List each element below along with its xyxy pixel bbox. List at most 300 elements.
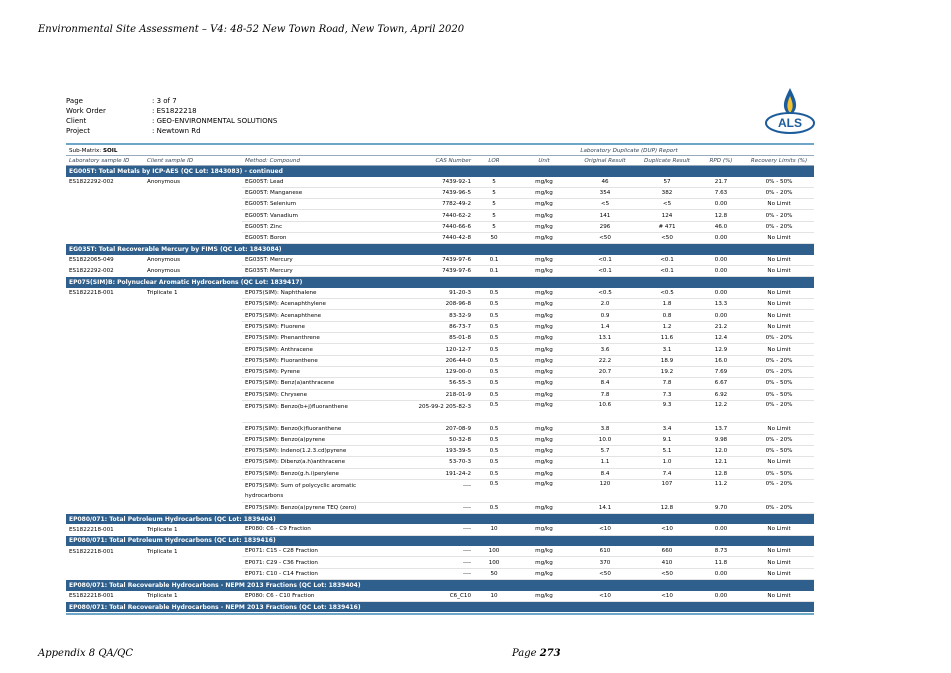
cell-unit: mg/kg — [514, 333, 574, 344]
cell-original-result: 10.0 — [574, 434, 636, 445]
cell-unit: mg/kg — [514, 423, 574, 434]
cell-unit: mg/kg — [514, 321, 574, 332]
cell-client-sample-id: Anonymous — [147, 178, 180, 185]
section-title: EP080/071: Total Recoverable Hydrocarbons - NEPM 2013 Fractions (QC Lot: 1839404) — [66, 580, 814, 591]
report-meta — [66, 96, 277, 136]
cell-recovery-limits: 0% - 20% — [744, 366, 814, 377]
cell-compound: EP075(SIM): Benzo(a)pyrene TEQ (zero) — [242, 502, 372, 513]
section-header — [66, 166, 814, 177]
duplicate-report-table — [66, 146, 814, 612]
cell-recovery-limits: No Limit — [744, 310, 814, 321]
cell-lab-sample-id — [66, 199, 144, 210]
cell-lor: 0.5 — [474, 389, 514, 400]
cell-original-result: 2.0 — [574, 299, 636, 310]
spacer — [372, 146, 514, 156]
cell-original-result: 354 — [574, 187, 636, 198]
cell-lor: 100 — [474, 557, 514, 568]
meta-row — [66, 116, 277, 126]
table-row — [66, 299, 814, 310]
cell-rpd: 0.00 — [698, 310, 744, 321]
table-row — [66, 591, 814, 602]
cell-lab-sample-id — [66, 468, 144, 479]
cell-duplicate-result: 382 — [636, 187, 698, 198]
cell-compound: EP075(SIM): Anthracene — [242, 344, 372, 355]
cell-duplicate-result: 124 — [636, 210, 698, 221]
cell-lab-sample-id — [66, 446, 144, 457]
table-row — [66, 479, 814, 502]
cell-client-sample-id — [144, 221, 242, 232]
cell-duplicate-result: 57 — [636, 177, 698, 188]
cell-client-sample-id — [144, 355, 242, 366]
cell-lab-sample-id — [66, 344, 144, 355]
cell-rpd: 12.9 — [698, 344, 744, 355]
cell-original-result: <50 — [574, 232, 636, 243]
cell-duplicate-result: 9.1 — [636, 434, 698, 445]
cell-cas-number: ---- — [372, 502, 474, 513]
cell-lor: 5 — [474, 187, 514, 198]
section-title: EP080/071: Total Petroleum Hydrocarbons (QC Lot: 1839404) — [66, 513, 814, 524]
cell-compound: EG005T: Lead — [242, 177, 372, 188]
meta-label: Project — [66, 127, 90, 135]
cell-rpd: 8.73 — [698, 546, 744, 557]
cell-cas-number: 7439-97-6 — [372, 266, 474, 277]
table-row — [66, 389, 814, 400]
spacer — [744, 146, 814, 156]
cell-original-result: <10 — [574, 591, 636, 602]
cell-cas-number: 206-44-0 — [372, 355, 474, 366]
column-header-compound: Method: Compound — [242, 156, 372, 166]
column-header-rpd: RPD (%) — [698, 156, 744, 166]
cell-client-sample-id — [144, 321, 242, 332]
section-title: EP075(SIM)B: Polynuclear Aromatic Hydrocarbons (QC Lot: 1839417) — [66, 277, 814, 288]
cell-compound: EP075(SIM): Fluorene — [242, 321, 372, 332]
cell-compound: EP075(SIM): Dibenz(a.h)anthracene — [242, 457, 372, 468]
meta-label: Page — [66, 97, 83, 105]
cell-rpd: 0.00 — [698, 199, 744, 210]
cell-lor: 0.5 — [474, 446, 514, 457]
cell-cas-number: 120-12-7 — [372, 344, 474, 355]
cell-rpd: 9.70 — [698, 502, 744, 513]
cell-rpd: 11.8 — [698, 557, 744, 568]
table-row — [66, 187, 814, 198]
cell-cas-number: 129-00-0 — [372, 366, 474, 377]
cell-compound: EP075(SIM): Benz(a)anthracene — [242, 378, 372, 389]
cell-unit: mg/kg — [514, 344, 574, 355]
cell-rpd: 7.69 — [698, 366, 744, 377]
table-row — [66, 321, 814, 332]
cell-lab-sample-id — [66, 187, 144, 198]
cell-lor: 0.5 — [474, 299, 514, 310]
cell-recovery-limits: No Limit — [744, 299, 814, 310]
sub-matrix-label: Sub-Matrix: — [69, 147, 103, 154]
cell-rpd: 12.4 — [698, 333, 744, 344]
cell-compound: EP075(SIM): Fluoranthene — [242, 355, 372, 366]
cell-original-result: 8.4 — [574, 468, 636, 479]
cell-compound: EP075(SIM): Pyrene — [242, 366, 372, 377]
meta-value: : Newtown Rd — [152, 127, 201, 135]
cell-compound: EG035T: Mercury — [242, 255, 372, 266]
cell-lab-sample-id: ES1822065-049 — [69, 257, 114, 264]
cell-client-sample-id — [144, 344, 242, 355]
cell-unit: mg/kg — [514, 310, 574, 321]
cell-duplicate-result: 1.0 — [636, 457, 698, 468]
meta-row — [66, 106, 277, 116]
cell-lab-sample-id — [66, 389, 144, 400]
cell-lor: 5 — [474, 177, 514, 188]
cell-duplicate-result: 660 — [636, 546, 698, 557]
cell-lab-sample-id: ES1822292-002 — [69, 178, 114, 185]
cell-duplicate-result: <0.1 — [636, 266, 698, 277]
cell-compound: EP075(SIM): Benzo(g.h.i)perylene — [242, 468, 372, 479]
cell-lab-sample-id — [66, 434, 144, 445]
cell-client-sample-id — [144, 310, 242, 321]
section-header — [66, 513, 814, 524]
table-row — [66, 344, 814, 355]
cell-rpd: 46.0 — [698, 221, 744, 232]
cell-unit: mg/kg — [514, 546, 574, 557]
cell-compound: EP080: C6 - C9 Fraction — [242, 524, 372, 535]
cell-recovery-limits: No Limit — [744, 255, 814, 266]
cell-original-result: <10 — [574, 524, 636, 535]
cell-compound: EG005T: Vanadium — [242, 210, 372, 221]
cell-original-result: 8.4 — [574, 378, 636, 389]
cell-unit: mg/kg — [514, 378, 574, 389]
cell-lor: 0.5 — [474, 423, 514, 434]
cell-cas-number: ---- — [372, 557, 474, 568]
cell-client-sample-id — [144, 366, 242, 377]
cell-lor: 0.5 — [474, 457, 514, 468]
cell-lor: 10 — [474, 591, 514, 602]
cell-cas-number: 50-32-8 — [372, 434, 474, 445]
cell-lor: 0.5 — [474, 502, 514, 513]
cell-cas-number: C6_C10 — [372, 591, 474, 602]
meta-row — [66, 126, 277, 136]
table-row — [66, 446, 814, 457]
cell-lor: 5 — [474, 210, 514, 221]
cell-recovery-limits: No Limit — [744, 288, 814, 299]
cell-lor: 0.5 — [474, 434, 514, 445]
column-header-duplicate-result: Duplicate Result — [636, 156, 698, 166]
cell-recovery-limits: 0% - 50% — [744, 177, 814, 188]
table-row — [66, 524, 814, 535]
cell-rpd: 12.0 — [698, 446, 744, 457]
cell-recovery-limits: No Limit — [744, 524, 814, 535]
cell-recovery-limits: No Limit — [744, 591, 814, 602]
cell-lor: 100 — [474, 546, 514, 557]
cell-original-result: 14.1 — [574, 502, 636, 513]
cell-unit: mg/kg — [514, 434, 574, 445]
cell-duplicate-result: 12.8 — [636, 502, 698, 513]
cell-rpd: 12.8 — [698, 468, 744, 479]
column-header-lor: LOR — [474, 156, 514, 166]
cell-lor: 0.5 — [474, 378, 514, 389]
cell-recovery-limits: 0% - 50% — [744, 389, 814, 400]
cell-cas-number: 53-70-3 — [372, 457, 474, 468]
cell-recovery-limits: No Limit — [744, 232, 814, 243]
cell-compound: EP075(SIM): Indeno(1.2.3.cd)pyrene — [242, 446, 372, 457]
cell-duplicate-result: 19.2 — [636, 366, 698, 377]
cell-lab-sample-id — [66, 210, 144, 221]
als-logo-flame-icon — [784, 88, 796, 116]
meta-value: : ES1822218 — [152, 107, 197, 115]
cell-lor: 0.5 — [474, 366, 514, 377]
cell-rpd: 16.0 — [698, 355, 744, 366]
meta-value: : GEO-ENVIRONMENTAL SOLUTIONS — [152, 117, 278, 125]
cell-unit: mg/kg — [514, 266, 574, 277]
footer-page-value: 273 — [539, 648, 561, 659]
section-title: EG035T: Total Recoverable Mercury by FIMS (QC Lot: 1843084) — [66, 244, 814, 255]
cell-original-result: 3.6 — [574, 344, 636, 355]
section-title: EP080/071: Total Recoverable Hydrocarbons - NEPM 2013 Fractions (QC Lot: 1839416) — [66, 601, 814, 612]
bottom-divider — [66, 613, 814, 615]
cell-original-result: <0.5 — [574, 288, 636, 299]
cell-original-result: 1.4 — [574, 321, 636, 332]
report-title: Laboratory Duplicate (DUP) Report — [514, 146, 744, 156]
cell-client-sample-id — [144, 210, 242, 221]
cell-unit: mg/kg — [514, 221, 574, 232]
cell-cas-number: 208-96-8 — [372, 299, 474, 310]
column-header-row — [66, 156, 814, 166]
cell-rpd: 6.67 — [698, 378, 744, 389]
cell-compound: EP075(SIM): Benzo(k)fluoranthene — [242, 423, 372, 434]
cell-lab-sample-id — [66, 378, 144, 389]
cell-client-sample-id — [144, 187, 242, 198]
cell-recovery-limits: 0% - 50% — [744, 378, 814, 389]
cell-duplicate-result: <50 — [636, 232, 698, 243]
cell-rpd: 0.00 — [698, 266, 744, 277]
cell-unit: mg/kg — [514, 457, 574, 468]
cell-unit: mg/kg — [514, 210, 574, 221]
meta-label: Client — [66, 117, 87, 125]
cell-rpd: 7.63 — [698, 187, 744, 198]
cell-unit: mg/kg — [514, 389, 574, 400]
cell-recovery-limits: 0% - 20% — [744, 400, 814, 423]
cell-unit: mg/kg — [514, 187, 574, 198]
cell-lab-sample-id — [66, 310, 144, 321]
column-header-original-result: Original Result — [574, 156, 636, 166]
cell-cas-number: 83-32-9 — [372, 310, 474, 321]
cell-duplicate-result: <10 — [636, 591, 698, 602]
cell-client-sample-id — [144, 479, 242, 502]
section-header — [66, 277, 814, 288]
cell-compound: EG005T: Selenium — [242, 199, 372, 210]
cell-lor: 5 — [474, 221, 514, 232]
section-title: EG005T: Total Metals by ICP-AES (QC Lot: 1843083) - continued — [66, 166, 814, 177]
cell-compound: EG005T: Zinc — [242, 221, 372, 232]
cell-client-sample-id: Anonymous — [147, 257, 180, 264]
cell-rpd: 0.00 — [698, 524, 744, 535]
cell-unit: mg/kg — [514, 232, 574, 243]
table-row — [66, 210, 814, 221]
cell-client-sample-id — [144, 199, 242, 210]
table-row — [66, 310, 814, 321]
cell-lor: 50 — [474, 568, 514, 579]
cell-original-result: <50 — [574, 568, 636, 579]
cell-duplicate-result: 1.2 — [636, 321, 698, 332]
cell-compound: EP075(SIM): Acenaphthene — [242, 310, 372, 321]
cell-duplicate-result: 1.8 — [636, 299, 698, 310]
cell-client-sample-id — [144, 400, 242, 423]
cell-compound: EP071: C29 - C36 Fraction — [242, 557, 372, 568]
table-row — [66, 232, 814, 243]
table-row — [66, 221, 814, 232]
cell-rpd: 0.00 — [698, 255, 744, 266]
cell-cas-number: 7440-62-2 — [372, 210, 474, 221]
cell-cas-number: 86-73-7 — [372, 321, 474, 332]
cell-original-result: 296 — [574, 221, 636, 232]
cell-lab-sample-id: ES1822218-001 — [69, 290, 114, 297]
cell-recovery-limits: 0% - 20% — [744, 502, 814, 513]
cell-client-sample-id — [144, 557, 242, 568]
cell-recovery-limits: 0% - 20% — [744, 210, 814, 221]
cell-duplicate-result: <50 — [636, 568, 698, 579]
table-row — [66, 468, 814, 479]
cell-recovery-limits: No Limit — [744, 199, 814, 210]
cell-client-sample-id: Anonymous — [147, 268, 180, 275]
cell-lab-sample-id — [66, 221, 144, 232]
cell-cas-number: 7440-42-8 — [372, 232, 474, 243]
cell-rpd: 11.2 — [698, 479, 744, 502]
table-row — [66, 355, 814, 366]
cell-rpd: 0.00 — [698, 591, 744, 602]
cell-lab-sample-id: ES1822218-001 — [69, 548, 114, 555]
cell-unit: mg/kg — [514, 591, 574, 602]
cell-original-result: 13.1 — [574, 333, 636, 344]
cell-recovery-limits: 0% - 50% — [744, 446, 814, 457]
cell-rpd: 0.00 — [698, 288, 744, 299]
cell-unit: mg/kg — [514, 299, 574, 310]
cell-original-result: 370 — [574, 557, 636, 568]
cell-lor: 0.5 — [474, 333, 514, 344]
cell-client-sample-id — [144, 333, 242, 344]
cell-client-sample-id — [144, 389, 242, 400]
cell-cas-number: 218-01-9 — [372, 389, 474, 400]
cell-compound: EP071: C10 - C14 Fraction — [242, 568, 372, 579]
cell-client-sample-id — [144, 378, 242, 389]
cell-lor: 0.5 — [474, 479, 514, 502]
cell-lab-sample-id: ES1822218-001 — [69, 526, 114, 533]
cell-unit: mg/kg — [514, 177, 574, 188]
cell-recovery-limits: 0% - 20% — [744, 479, 814, 502]
cell-lor: 0.5 — [474, 355, 514, 366]
cell-recovery-limits: 0% - 50% — [744, 468, 814, 479]
cell-compound: EP075(SIM): Phenanthrene — [242, 333, 372, 344]
column-header-lab-sample-id: Laboratory sample ID — [66, 156, 144, 166]
table-row — [66, 400, 814, 423]
section-header — [66, 601, 814, 612]
top-divider — [66, 143, 814, 145]
cell-original-result: 46 — [574, 177, 636, 188]
cell-lab-sample-id — [66, 232, 144, 243]
cell-cas-number: ---- — [372, 524, 474, 535]
cell-recovery-limits: No Limit — [744, 568, 814, 579]
cell-original-result: 120 — [574, 479, 636, 502]
cell-lab-sample-id — [66, 366, 144, 377]
section-header — [66, 244, 814, 255]
cell-compound: EG035T: Mercury — [242, 266, 372, 277]
cell-rpd: 13.3 — [698, 299, 744, 310]
cell-compound: EG005T: Manganese — [242, 187, 372, 198]
cell-cas-number: 205-99-2 205-82-3 — [372, 400, 474, 423]
cell-lor: 0.1 — [474, 266, 514, 277]
section-header — [66, 535, 814, 546]
cell-original-result: 20.7 — [574, 366, 636, 377]
cell-duplicate-result: # 471 — [636, 221, 698, 232]
cell-compound: EG005T: Boron — [242, 232, 372, 243]
table-row — [66, 266, 814, 277]
cell-recovery-limits: No Limit — [744, 546, 814, 557]
cell-client-sample-id — [144, 423, 242, 434]
column-header-unit: Unit — [514, 156, 574, 166]
als-logo — [764, 86, 816, 136]
cell-lab-sample-id — [66, 321, 144, 332]
cell-unit: mg/kg — [514, 355, 574, 366]
cell-client-sample-id — [144, 502, 242, 513]
cell-cas-number: 193-39-5 — [372, 446, 474, 457]
cell-original-result: 22.2 — [574, 355, 636, 366]
cell-client-sample-id — [144, 232, 242, 243]
meta-row — [66, 96, 277, 106]
footer-page-number — [512, 648, 561, 659]
table-row — [66, 366, 814, 377]
cell-duplicate-result: 5.1 — [636, 446, 698, 457]
cell-recovery-limits: 0% - 20% — [744, 355, 814, 366]
section-header — [66, 580, 814, 591]
cell-compound: EP071: C15 - C28 Fraction — [242, 546, 372, 557]
cell-client-sample-id — [144, 446, 242, 457]
cell-unit: mg/kg — [514, 400, 574, 423]
cell-recovery-limits: No Limit — [744, 344, 814, 355]
cell-original-result: 10.6 — [574, 400, 636, 423]
cell-original-result: <0.1 — [574, 255, 636, 266]
cell-client-sample-id — [144, 568, 242, 579]
cell-client-sample-id: Triplicate 1 — [147, 548, 178, 555]
cell-unit: mg/kg — [514, 199, 574, 210]
cell-original-result: 3.8 — [574, 423, 636, 434]
cell-lab-sample-id — [66, 457, 144, 468]
cell-compound: EP075(SIM): Sum of polycyclic aromatic hydrocarbons — [242, 479, 372, 502]
cell-rpd: 12.1 — [698, 457, 744, 468]
cell-lab-sample-id — [66, 423, 144, 434]
cell-cas-number: 7782-49-2 — [372, 199, 474, 210]
cell-rpd: 13.7 — [698, 423, 744, 434]
cell-cas-number: 191-24-2 — [372, 468, 474, 479]
cell-unit: mg/kg — [514, 568, 574, 579]
meta-value: : 3 of 7 — [152, 97, 177, 105]
cell-lab-sample-id — [66, 333, 144, 344]
table-row — [66, 378, 814, 389]
cell-duplicate-result: 3.1 — [636, 344, 698, 355]
cell-original-result: 5.7 — [574, 446, 636, 457]
cell-client-sample-id: Triplicate 1 — [147, 526, 178, 533]
table-row — [66, 288, 814, 299]
cell-original-result: <0.1 — [574, 266, 636, 277]
sub-matrix-value: SOIL — [102, 147, 118, 154]
cell-lab-sample-id: ES1822218-001 — [69, 592, 114, 599]
cell-rpd: 0.00 — [698, 568, 744, 579]
cell-lab-sample-id — [66, 400, 144, 423]
cell-unit: mg/kg — [514, 255, 574, 266]
cell-duplicate-result: 7.4 — [636, 468, 698, 479]
cell-recovery-limits: No Limit — [744, 266, 814, 277]
cell-duplicate-result: 7.8 — [636, 378, 698, 389]
page-header: Environmental Site Assessment – V4: 48-52 New Town Road, New Town, April 2020 — [38, 24, 465, 35]
cell-client-sample-id: Triplicate 1 — [147, 592, 178, 599]
table-row — [66, 177, 814, 188]
cell-lor: 0.5 — [474, 288, 514, 299]
cell-duplicate-result: 11.6 — [636, 333, 698, 344]
cell-duplicate-result: 3.4 — [636, 423, 698, 434]
